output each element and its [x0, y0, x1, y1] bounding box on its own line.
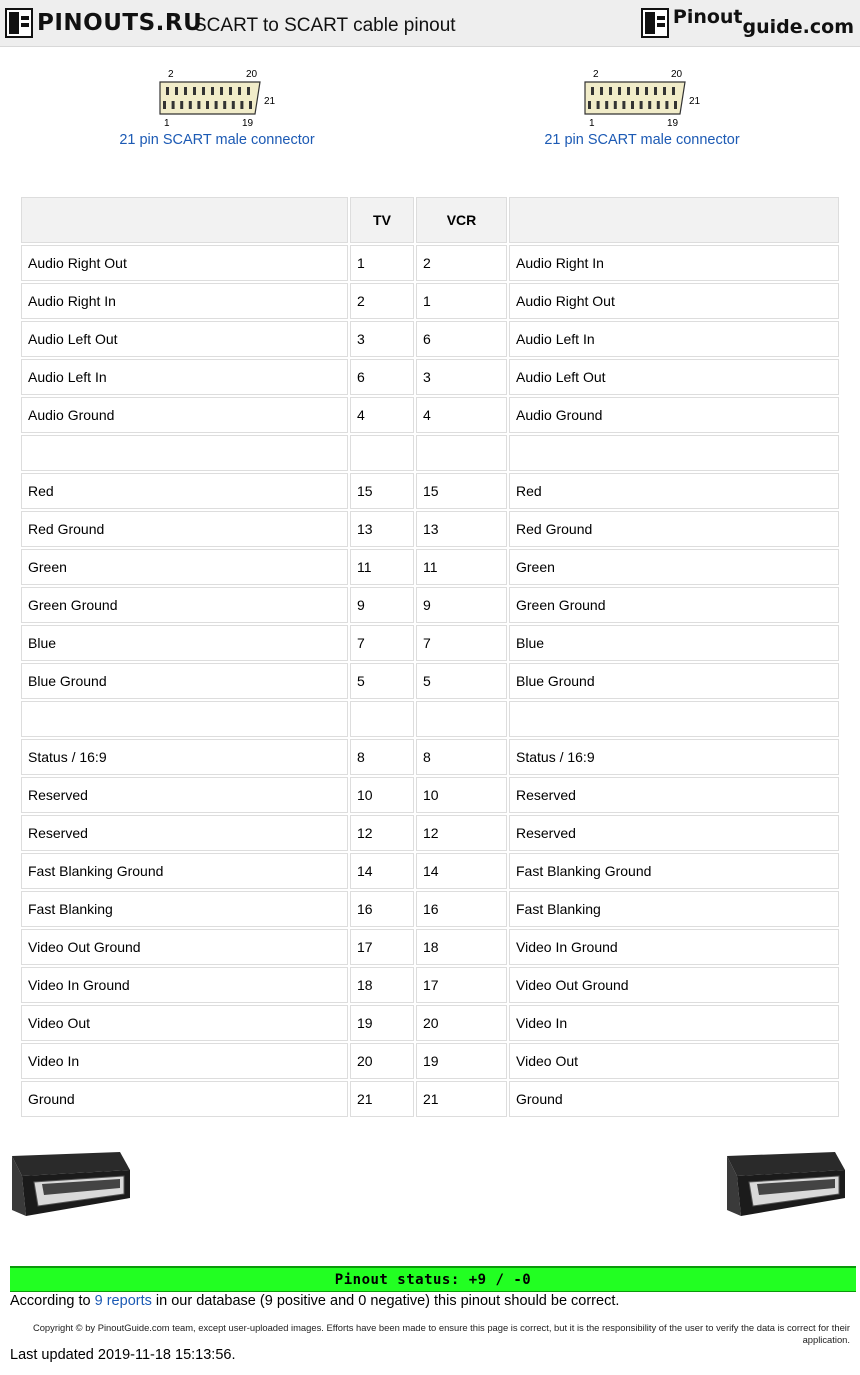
table-row: [21, 967, 839, 1003]
connector-pin: [180, 101, 183, 109]
vcr-pin-cell: 4: [416, 397, 507, 433]
header-cell-right: [509, 197, 839, 243]
tv-pin-cell: 4: [350, 397, 414, 433]
vcr-pin-cell: 15: [416, 473, 507, 509]
connector-pin: [215, 101, 218, 109]
connector-pin: [654, 87, 657, 95]
logo-part-guide: guide.com: [742, 16, 854, 38]
table-row: [21, 435, 839, 471]
pin-label-side: 21: [689, 96, 701, 107]
vcr-signal-cell: Fast Blanking Ground: [509, 853, 839, 889]
vcr-pin-cell: 13: [416, 511, 507, 547]
connector-pin: [232, 101, 235, 109]
vcr-pin-cell: 16: [416, 891, 507, 927]
table-row: [21, 473, 839, 509]
connector-pin: [672, 87, 675, 95]
header-cell-left: [21, 197, 348, 243]
connector-right: [512, 66, 772, 148]
table-row: [21, 587, 839, 623]
connector-pin: [249, 101, 252, 109]
tv-signal-cell: Green Ground: [21, 587, 348, 623]
connector-pin: [211, 87, 214, 95]
connector-pin: [588, 101, 591, 109]
connector-caption[interactable]: 21 pin SCART male connector: [119, 132, 315, 148]
vcr-pin-cell: 11: [416, 549, 507, 585]
tv-signal-cell: Reserved: [21, 777, 348, 813]
scart-plug-photo: [727, 1150, 847, 1220]
table-row: [21, 321, 839, 357]
connector-pin: [627, 87, 630, 95]
connector-pin: [223, 101, 226, 109]
table-row: [21, 663, 839, 699]
connector-pin: [238, 87, 241, 95]
table-header-row: [21, 197, 839, 243]
vcr-pin-cell: 17: [416, 967, 507, 1003]
vcr-pin-cell: 10: [416, 777, 507, 813]
tv-signal-cell: Video In Ground: [21, 967, 348, 1003]
pin-label-side: 21: [264, 96, 276, 107]
tv-signal-cell: Audio Right Out: [21, 245, 348, 281]
pin-label-bottom-right: 19: [667, 118, 679, 128]
vcr-signal-cell: Blue: [509, 625, 839, 661]
connector-left: [87, 66, 347, 148]
header-cell-tv: TV: [350, 197, 414, 243]
vcr-pin-cell: 6: [416, 321, 507, 357]
vcr-signal-cell: Ground: [509, 1081, 839, 1117]
pinoutguide-logo[interactable]: [641, 6, 854, 40]
pin-label-top-left: 2: [168, 69, 174, 80]
vcr-signal-cell: Video In: [509, 1005, 839, 1041]
connector-pin: [597, 101, 600, 109]
tv-signal-cell: Video Out Ground: [21, 929, 348, 965]
reports-link[interactable]: 9 reports: [94, 1293, 152, 1309]
tv-pin-cell: 2: [350, 283, 414, 319]
table-row: [21, 891, 839, 927]
table-row: [21, 359, 839, 395]
vcr-signal-cell: Audio Ground: [509, 397, 839, 433]
pinout-table: [19, 195, 841, 1119]
connector-pin: [645, 87, 648, 95]
vcr-signal-cell: Red Ground: [509, 511, 839, 547]
connector-pin: [166, 87, 169, 95]
tv-signal-cell: Reserved: [21, 815, 348, 851]
tv-pin-cell: 7: [350, 625, 414, 661]
vcr-signal-cell: Video Out: [509, 1043, 839, 1079]
site-header: [0, 0, 860, 47]
tv-signal-cell: Status / 16:9: [21, 739, 348, 775]
pinouts-ru-logo[interactable]: [5, 8, 202, 38]
scart-connector-diagram: [152, 66, 282, 128]
tv-signal-cell: Audio Ground: [21, 397, 348, 433]
connector-pin: [220, 87, 223, 95]
connector-pin: [605, 101, 608, 109]
vcr-pin-cell: 20: [416, 1005, 507, 1041]
vcr-pin-cell: 3: [416, 359, 507, 395]
table-row: [21, 929, 839, 965]
connector-pin: [622, 101, 625, 109]
tv-signal-cell: Red Ground: [21, 511, 348, 547]
tv-pin-cell: 20: [350, 1043, 414, 1079]
vcr-signal-cell: Audio Left Out: [509, 359, 839, 395]
copyright-notice: Copyright © by PinoutGuide.com team, except user-uploaded images. Efforts have been made to ensure this page is correct, but it is the responsibility of the user to verify the data is correct for their application.: [32, 1322, 850, 1345]
table-row: [21, 1005, 839, 1041]
scart-connector-diagram: [577, 66, 707, 128]
pinoutguide-logo-text: [672, 6, 854, 38]
vcr-signal-cell: Blue Ground: [509, 663, 839, 699]
vcr-pin-cell: 2: [416, 245, 507, 281]
vcr-pin-cell: [416, 701, 507, 737]
table-row: [21, 815, 839, 851]
vcr-signal-cell: Video In Ground: [509, 929, 839, 965]
vcr-signal-cell: Red: [509, 473, 839, 509]
tv-pin-cell: 1: [350, 245, 414, 281]
tv-pin-cell: 15: [350, 473, 414, 509]
connector-pin: [614, 101, 617, 109]
pinout-table-body: [21, 245, 839, 1117]
pinoutguide-logo-icon: [641, 8, 669, 38]
pin-label-top-right: 20: [671, 69, 683, 80]
tv-signal-cell: Fast Blanking Ground: [21, 853, 348, 889]
connector-pin: [600, 87, 603, 95]
connector-caption[interactable]: 21 pin SCART male connector: [544, 132, 740, 148]
vcr-signal-cell: Status / 16:9: [509, 739, 839, 775]
vcr-pin-cell: 12: [416, 815, 507, 851]
connector-pin: [665, 101, 668, 109]
tv-pin-cell: 16: [350, 891, 414, 927]
scart-plug-photo: [12, 1150, 132, 1220]
tv-pin-cell: [350, 435, 414, 471]
connector-pin: [172, 101, 175, 109]
vcr-pin-cell: 21: [416, 1081, 507, 1117]
vcr-signal-cell: Audio Right In: [509, 245, 839, 281]
pin-label-bottom-right: 19: [242, 118, 254, 128]
tv-pin-cell: [350, 701, 414, 737]
connector-pin: [247, 87, 250, 95]
site-logo-text: PINOUTS.RU: [37, 10, 203, 36]
vcr-signal-cell: [509, 701, 839, 737]
connector-pin: [240, 101, 243, 109]
vcr-pin-cell: 19: [416, 1043, 507, 1079]
connector-pin: [631, 101, 634, 109]
connector-pin: [206, 101, 209, 109]
tv-signal-cell: Blue Ground: [21, 663, 348, 699]
vcr-signal-cell: Audio Left In: [509, 321, 839, 357]
tv-pin-cell: 9: [350, 587, 414, 623]
vcr-signal-cell: Green: [509, 549, 839, 585]
reports-suffix: in our database (9 positive and 0 negative) this pinout should be correct.: [151, 1293, 620, 1309]
tv-pin-cell: 17: [350, 929, 414, 965]
tv-pin-cell: 8: [350, 739, 414, 775]
connector-pin: [636, 87, 639, 95]
connector-pin: [229, 87, 232, 95]
tv-signal-cell: Video In: [21, 1043, 348, 1079]
header-cell-vcr: VCR: [416, 197, 507, 243]
connector-pin: [184, 87, 187, 95]
connector-pin: [640, 101, 643, 109]
table-row: [21, 625, 839, 661]
vcr-pin-cell: 5: [416, 663, 507, 699]
tv-pin-cell: 14: [350, 853, 414, 889]
tv-pin-cell: 10: [350, 777, 414, 813]
vcr-pin-cell: 9: [416, 587, 507, 623]
tv-pin-cell: 19: [350, 1005, 414, 1041]
tv-pin-cell: 18: [350, 967, 414, 1003]
pin-label-top-right: 20: [246, 69, 258, 80]
vcr-signal-cell: Fast Blanking: [509, 891, 839, 927]
tv-signal-cell: Audio Right In: [21, 283, 348, 319]
tv-pin-cell: 13: [350, 511, 414, 547]
tv-pin-cell: 5: [350, 663, 414, 699]
connector-pin: [193, 87, 196, 95]
connector-pin: [618, 87, 621, 95]
table-row: [21, 397, 839, 433]
connector-pin: [591, 87, 594, 95]
table-row: [21, 701, 839, 737]
vcr-pin-cell: 1: [416, 283, 507, 319]
vcr-pin-cell: 7: [416, 625, 507, 661]
tv-signal-cell: Blue: [21, 625, 348, 661]
last-updated: Last updated 2019-11-18 15:13:56.: [10, 1347, 236, 1363]
connector-pin: [197, 101, 200, 109]
vcr-signal-cell: Reserved: [509, 815, 839, 851]
table-row: [21, 777, 839, 813]
vcr-pin-cell: 18: [416, 929, 507, 965]
site-logo-icon: [5, 8, 33, 38]
reports-summary: [10, 1293, 619, 1309]
tv-pin-cell: 3: [350, 321, 414, 357]
table-row: [21, 511, 839, 547]
table-row: [21, 739, 839, 775]
tv-pin-cell: 11: [350, 549, 414, 585]
connector-pin: [163, 101, 166, 109]
table-row: [21, 245, 839, 281]
tv-pin-cell: 21: [350, 1081, 414, 1117]
tv-signal-cell: Green: [21, 549, 348, 585]
logo-part-pinout: Pinout: [672, 6, 743, 28]
reports-prefix: According to: [10, 1293, 95, 1309]
vcr-pin-cell: 8: [416, 739, 507, 775]
pin-label-bottom-left: 1: [164, 118, 170, 128]
vcr-signal-cell: Audio Right Out: [509, 283, 839, 319]
connector-pin: [175, 87, 178, 95]
table-row: [21, 853, 839, 889]
vcr-pin-cell: [416, 435, 507, 471]
table-row: [21, 1043, 839, 1079]
connector-pin: [189, 101, 192, 109]
connector-pin: [674, 101, 677, 109]
table-row: [21, 549, 839, 585]
pinout-status-bar: Pinout status: +9 / -0: [10, 1266, 856, 1292]
table-row: [21, 1081, 839, 1117]
tv-signal-cell: [21, 435, 348, 471]
tv-pin-cell: 12: [350, 815, 414, 851]
connector-pin: [657, 101, 660, 109]
pin-label-bottom-left: 1: [589, 118, 595, 128]
pin-label-top-left: 2: [593, 69, 599, 80]
vcr-signal-cell: Reserved: [509, 777, 839, 813]
tv-signal-cell: Ground: [21, 1081, 348, 1117]
vcr-signal-cell: Video Out Ground: [509, 967, 839, 1003]
tv-signal-cell: Audio Left In: [21, 359, 348, 395]
tv-signal-cell: [21, 701, 348, 737]
vcr-signal-cell: Green Ground: [509, 587, 839, 623]
table-row: [21, 283, 839, 319]
connector-pin: [648, 101, 651, 109]
connector-pin: [663, 87, 666, 95]
connector-pin: [609, 87, 612, 95]
tv-signal-cell: Fast Blanking: [21, 891, 348, 927]
vcr-signal-cell: [509, 435, 839, 471]
tv-signal-cell: Red: [21, 473, 348, 509]
tv-pin-cell: 6: [350, 359, 414, 395]
tv-signal-cell: Video Out: [21, 1005, 348, 1041]
page-title: SCART to SCART cable pinout: [194, 15, 456, 36]
connector-pin: [202, 87, 205, 95]
vcr-pin-cell: 14: [416, 853, 507, 889]
tv-signal-cell: Audio Left Out: [21, 321, 348, 357]
